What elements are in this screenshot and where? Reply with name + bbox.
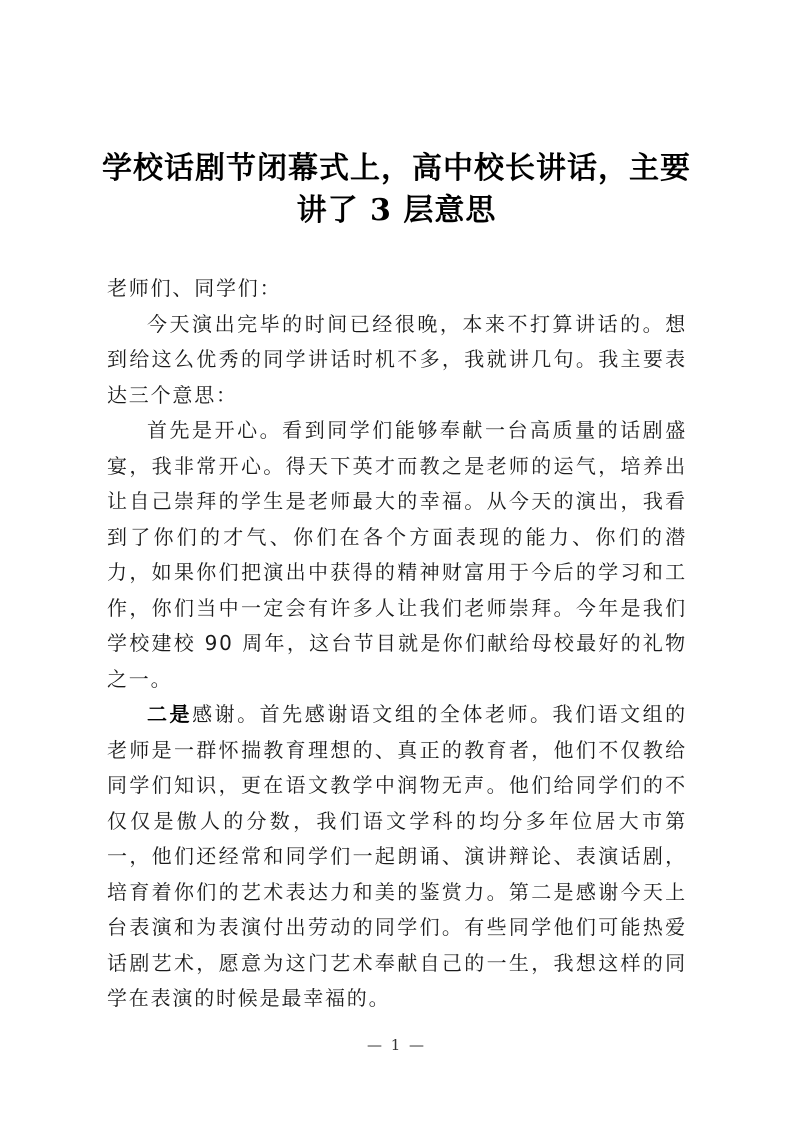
paragraph-intro: 今天演出完毕的时间已经很晚，本来不打算讲话的。想到给这么优秀的同学讲话时机不多，我就讲几句。我主要表达三个意思：	[107, 311, 687, 407]
paragraph-point-two	[107, 697, 687, 1017]
paragraph-point-two-text: 感谢。首先感谢语文组的全体老师。我们语文组的老师是一群怀揣教育理想的、真正的教育者，他们不仅教给同学们知识，更在语文教学中润物无声。他们给同学们的不仅仅是傲人的分数，我们语文学科的均分多年位居大市第一，他们还经常和同学们一起朗诵、演讲辩论、表演话剧，培育着你们的艺术表达力和美的鉴赏力。第二是感谢今天上台表演和为表演付出劳动的同学们。有些同学他们可能热爱话剧艺术，愿意为这门艺术奉献自己的一生，我想这样的同学在表演的时候是最幸福的。	[107, 702, 687, 1010]
paragraph-lead-bold: 二是	[147, 702, 193, 726]
paragraph-point-one: 首先是开心。看到同学们能够奉献一台高质量的话剧盛宴，我非常开心。得天下英才而教之是老师的运气，培养出让自己崇拜的学生是老师最大的幸福。从今天的演出，我看到了你们的才气、你们在各个方面表现的能力、你们的潜力，如果你们把演出中获得的精神财富用于今后的学习和工作，你们当中一定会有许多人让我们老师崇拜。今年是我们学校建校 90 周年，这台节目就是你们献给母校最好的礼物之一。	[107, 418, 687, 691]
document-title: 学校话剧节闭幕式上，高中校长讲话，主要讲了 3 层意思	[102, 151, 691, 228]
page-number: — 1 —	[366, 1036, 427, 1054]
document-body	[107, 271, 687, 1017]
salutation: 老师们、同学们：	[107, 276, 282, 300]
